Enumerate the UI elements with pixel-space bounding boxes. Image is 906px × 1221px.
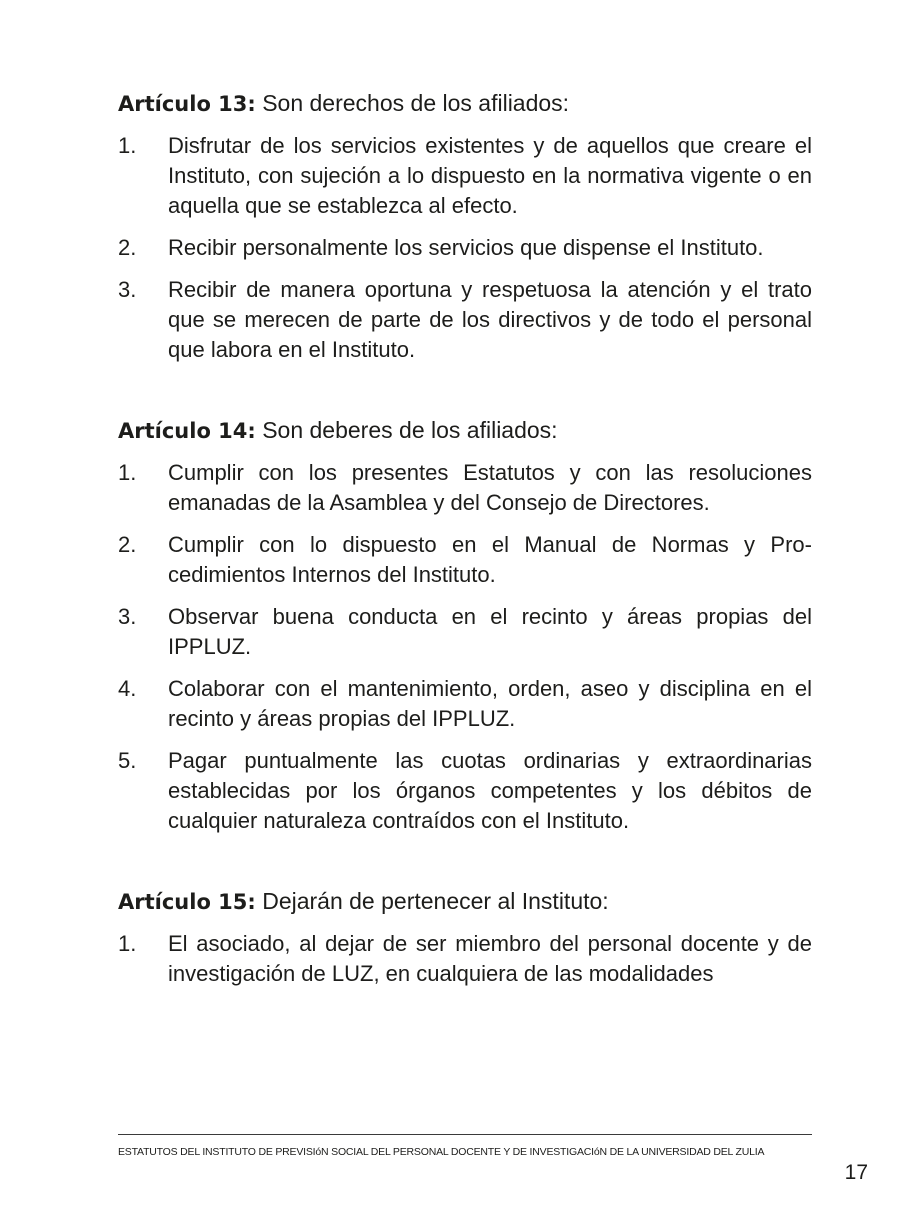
list-item: [118, 674, 812, 734]
item-number: 5.: [118, 748, 137, 773]
item-text: Recibir personalmente los servicios que dispense el Instituto.: [168, 235, 764, 260]
item-number: 3.: [118, 604, 137, 629]
article-title: Son deberes de los afiliados:: [262, 417, 558, 443]
item-text: Disfrutar de los servicios existentes y de aquellos que creare el Instituto, con sujeción a lo dispuesto en la normativa vigente o en aquella que se establezca al efecto.: [168, 133, 812, 218]
page-number: 17: [844, 1161, 868, 1184]
list-item: [118, 602, 812, 662]
list-item: [118, 530, 812, 590]
document-body: [118, 88, 812, 1001]
article-heading: [118, 415, 812, 446]
item-text: Pagar puntualmente las cuotas ordinarias y extraordinarias establecidas por los órganos competentes y los débitos de cualquier naturaleza contraídos con el Instituto.: [168, 748, 812, 833]
article-title: Dejarán de pertenecer al Instituto:: [262, 888, 609, 914]
item-number: 3.: [118, 277, 137, 302]
item-text: Observar buena conducta en el recinto y áreas propias del IPPLUZ.: [168, 604, 812, 659]
footer-divider: [118, 1134, 812, 1135]
article-heading: [118, 88, 812, 119]
article-label: Artículo 14:: [118, 419, 256, 443]
item-text: Cumplir con lo dispuesto en el Manual de Normas y Procedimientos Internos del Instituto.: [168, 532, 812, 587]
article-15: [118, 886, 812, 989]
list-item: [118, 131, 812, 221]
item-text: Cumplir con los presentes Estatutos y con las resoluciones emanadas de la Asamblea y del Consejo de Directores.: [168, 460, 812, 515]
article-14: [118, 415, 812, 836]
running-footer: ESTATUTOS DEL INSTITUTO DE PREVISIóN SOCIAL DEL PERSONAL DOCENTE Y DE INVESTIGACIóN DE LA UNIVERSIDAD DEL ZULIA: [118, 1146, 765, 1158]
item-number: 1.: [118, 931, 137, 956]
item-text: Recibir de manera oportuna y respetuosa la atención y el trato que se merecen de parte de los directivos y de todo el personal que labora en el Instituto.: [168, 277, 812, 362]
article-13: [118, 88, 812, 365]
list-item: [118, 458, 812, 518]
article-heading: [118, 886, 812, 917]
article-label: Artículo 15:: [118, 890, 256, 914]
item-number: 2.: [118, 532, 137, 557]
item-number: 2.: [118, 235, 137, 260]
list-item: [118, 929, 812, 989]
article-title: Son derechos de los afiliados:: [262, 90, 570, 116]
item-number: 1.: [118, 133, 137, 158]
article-label: Artículo 13:: [118, 92, 256, 116]
list-item: [118, 746, 812, 836]
item-number: 4.: [118, 676, 137, 701]
list-item: [118, 275, 812, 365]
item-text: El asociado, al dejar de ser miembro del personal docente y de investigación de LUZ, en cualquiera de las modalidades: [168, 931, 812, 986]
item-number: 1.: [118, 460, 137, 485]
item-text: Colaborar con el mantenimiento, orden, aseo y disciplina en el recinto y áreas propias del IPPLUZ.: [168, 676, 812, 731]
list-item: [118, 233, 812, 263]
